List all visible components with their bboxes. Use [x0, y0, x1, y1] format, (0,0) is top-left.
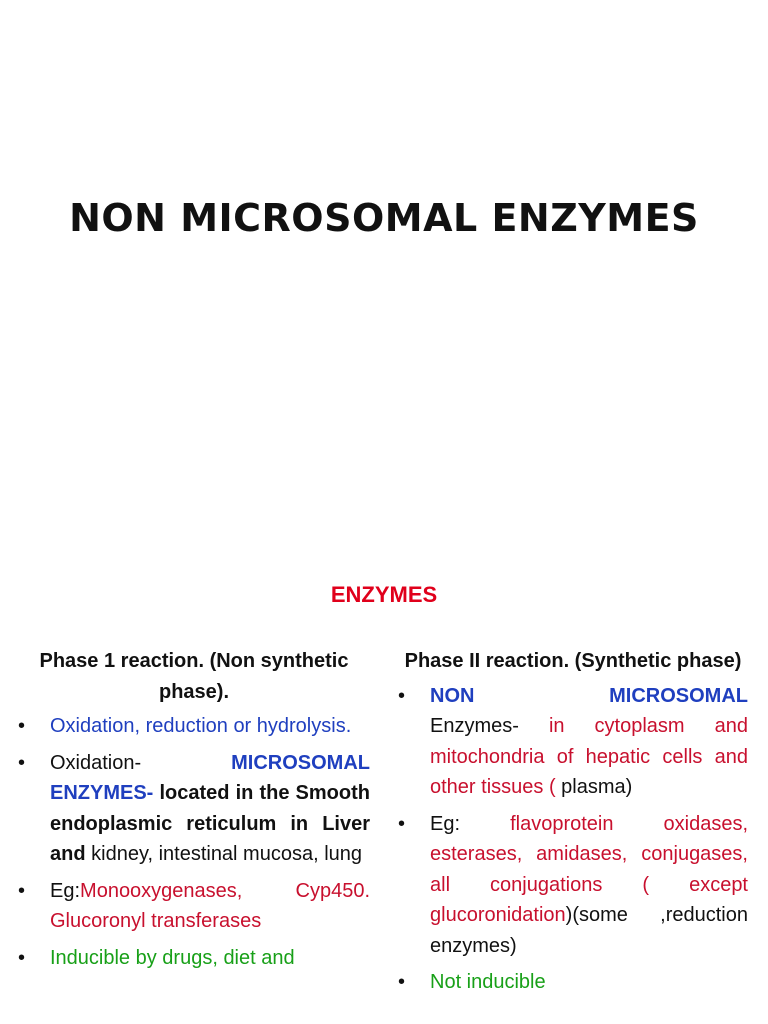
left-bullet-list	[18, 711, 370, 973]
right-bullet-list	[398, 681, 748, 998]
left-column-heading: Phase 1 reaction. (Non synthetic phase).	[39, 650, 349, 703]
left-bullet-4	[18, 943, 370, 974]
left-bullet-1-text: Oxidation, reduction or hydrolysis.	[50, 715, 352, 737]
left-bullet-2	[18, 748, 370, 870]
right-bullet-2-suffix: )(some ,reduction enzymes)	[430, 904, 748, 957]
left-bullet-3-prefix: Eg:	[50, 879, 81, 902]
right-column	[398, 646, 748, 1004]
right-bullet-1-enzymes: Enzymes-	[430, 715, 519, 737]
right-bullet-2-examples: flavoprotein oxidases, esterases, amidases, conjugases, all conjugations ( except glucoronidation	[430, 812, 749, 926]
right-bullet-3	[398, 967, 748, 998]
right-bullet-1	[398, 681, 748, 803]
left-bullet-2-microsomal: MICROSOMAL ENZYMES-	[50, 751, 370, 804]
left-bullet-2-location: located in the Smooth endoplasmic reticulum in Liver and	[50, 782, 370, 865]
right-bullet-1-location: in cytoplasm and mitochondria of hepatic cells and other tissues (	[430, 715, 748, 798]
left-column	[18, 646, 370, 979]
right-bullet-1-nonmicrosomal: • NON MICROSOMAL	[430, 684, 748, 707]
left-bullet-2-prefix: Oxidation-	[50, 751, 142, 774]
left-bullet-1	[18, 711, 370, 742]
slide-title: NON MICROSOMAL ENZYMES	[69, 196, 699, 240]
section-heading: ENZYMES	[330, 582, 438, 607]
left-bullet-2-organs: kidney, intestinal mucosa, lung	[91, 843, 363, 865]
right-bullet-2-prefix: Eg:	[430, 812, 461, 835]
right-bullet-2	[398, 809, 748, 962]
left-bullet-3-examples: Monooxygenases, Cyp450. Glucoronyl transferases	[50, 879, 370, 932]
right-bullet-3-text: Not inducible	[430, 971, 546, 993]
right-column-heading: Phase II reaction. (Synthetic phase)	[404, 650, 742, 672]
left-bullet-3	[18, 876, 370, 937]
left-bullet-4-text: Inducible by drugs, diet and	[50, 946, 295, 969]
right-bullet-1-plasma: plasma)	[561, 776, 633, 798]
